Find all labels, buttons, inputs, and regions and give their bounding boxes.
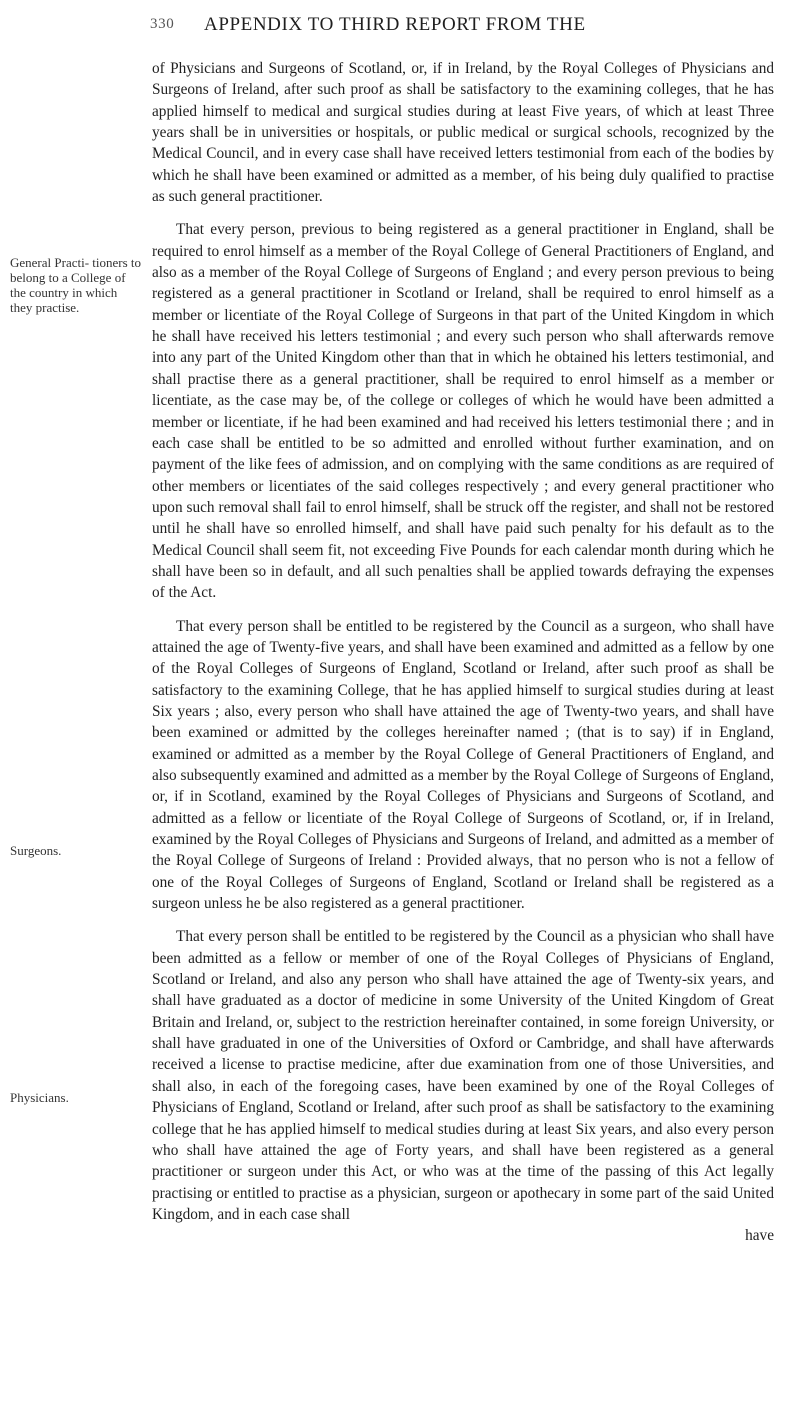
catchword: have [745,1227,774,1245]
paragraph-physicians: That every person shall be entitled to be registered by the Council as a physician who shall have been admitted as a fellow or member of one of the Royal Colleges of Physicians of England, Scotland or Ireland, and also any person who shall have attained the age of Twenty-six years, and shall have graduated as a doctor of medicine in some University of the United Kingdom of Great Britain and Ireland, or, subject to the restriction hereinafter contained, in some foreign University, or shall have graduated in one of the Universities of Oxford or Cambridge, and shall have afterwards received a license to practise medicine, after due examination from one of those Universities, and shall also, in each of the foregoing cases, have been examined by one of the Royal Colleges of Physicians of England, Scotland or Ireland, after such proof as shall be satisfactory to the examining college that he has applied himself to medical studies during at least Six years, and also every person who shall have attained the age of Forty years, and shall have been registered as a general practitioner or surgeon under this Act, or who was at the time of the passing of this Act legally practising or entitled to practise as a physician, surgeon or apothecary in some part of the said United Kingdom, and in each case shall [152,928,774,1223]
paragraph-general-practitioners: That every person, previous to being registered as a general practitioner in England, shall be required to enrol himself as a member of the Royal College of General Practitioners of England, and also as a member of the Royal College of Surgeons of England ; and every person previous to being registered as a general practitioner in Scotland or Ireland, shall be required to enrol himself as a member or licentiate of the Royal College of Surgeons in that part of the United Kingdom in which he shall have received his letters testimonial ; and every such person who shall afterwards remove into any part of the United Kingdom other than that in which he obtained his letters testimonial, and shall practise there as a general practitioner, shall be required to enrol himself as a member or licentiate, as the case may be, of the college or colleges of which he would have been admitted a member or licentiate, if he had been examined and had received his letters testimonial there ; and in each case shall be entitled to be so admitted and enrolled without further examination, and on payment of the like fees of admission, and on complying with the same conditions as are required of other members or licentiates of the said colleges respectively ; and every general practitioner who upon such removal shall fail to enrol himself, shall be struck off the register, and shall not be restored until he shall have so enrolled himself, and shall have paid such penalty for his default as to the Medical Council shall seem fit, not exceeding Five Pounds for each calendar month during which he shall have been so in default, and all such penalties shall be applied towards defraying the expenses of the Act. [152,221,774,602]
margin-note-surgeons: Surgeons. [10,843,62,858]
paragraph-surgeons: That every person shall be entitled to be registered by the Council as a surgeon, who shall have attained the age of Twenty-five years, and shall have been examined and admitted as a fellow by one of the Royal Colleges of Surgeons of England, Scotland or Ireland, after such proof as shall be satisfactory to the examining College, that he has applied himself to surgical studies during at least Six years ; also, every person who shall have attained the age of Twenty-two years, and shall have been examined or admitted by the colleges hereinafter named ; (that is to say) if in England, examined or admitted as a member by the Royal College of General Practitioners of England, and also subsequently examined and admitted as a member by the Royal College of Surgeons of England, or, if in Scotland, examined by the Royal Colleges of Physicians and Surgeons of Scotland, and admitted as a fellow or licentiate of the Royal College of Surgeons of Scotland, or, if in Ireland, examined by the Royal Colleges of Physicians and Surgeons of Ireland, and admitted as a member of the Royal College of Surgeons of Ireland : Provided always, that no person who is not a fellow of one of the Royal Colleges of Surgeons of England, Scotland or Ireland shall be registered as a surgeon unless he be also registered as a general practitioner. [152,617,774,913]
page-number: 330 [150,16,175,32]
margin-note-physicians: Physicians. [10,1090,69,1105]
running-head: APPENDIX TO THIRD REPORT FROM THE [204,14,586,35]
body-text [152,58,774,1246]
paragraph-continuation: of Physicians and Surgeons of Scotland, or, if in Ireland, by the Royal Colleges of Physicians and Surgeons of Ireland, after such proof as shall be satisfactory to the examining colleges, that he has applied himself to medical and surgical studies during at least Five years, of which at least Three years shall be in universities or hospitals, or public medical or surgical schools, recognized by the Medical Council, and in every case shall have received letters testimonial from each of the bodies by which he shall have been examined or admitted as a member, of his being duly qualified to practise as such general practitioner. [152,60,774,206]
margin-note-general-practitioners: General Practi- tioners to belong to a College of the country in which they practise. [10,255,142,315]
page-header [150,14,770,42]
